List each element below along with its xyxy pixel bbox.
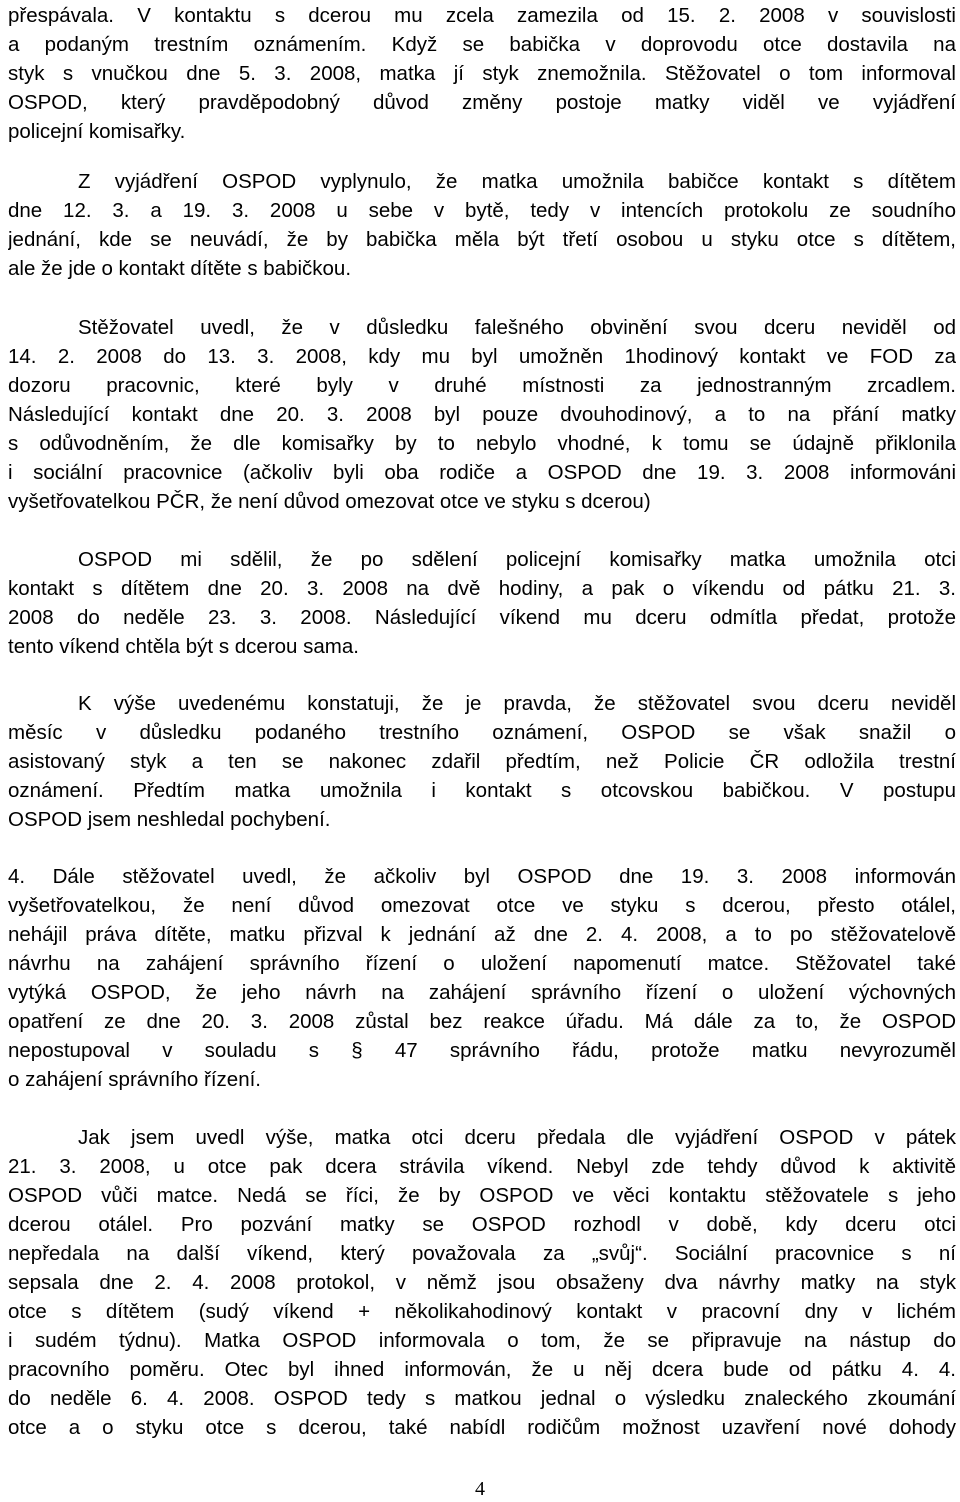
text-line: OSPOD mi sdělil, že po sdělení policejní komisařky matka umožnila otci [78, 548, 956, 571]
text-line: jednání, kde se neuvádí, že by babička měla být třetí osobou u styku otce s dítětem, [8, 228, 956, 251]
text-line: 21. 3. 2008, u otce pak dcera strávila víkend. Nebyl zde tehdy důvod k aktivitě [8, 1155, 956, 1178]
text-line: dozoru pracovnic, které byly v druhé místnosti za jednostranným zrcadlem. [8, 374, 956, 397]
text-line: Stěžovatel uvedl, že v důsledku falešného obvinění svou dceru neviděl od [78, 316, 956, 339]
text-line: ale že jde o kontakt dítěte s babičkou. [8, 257, 352, 280]
text-line: K výše uvedenému konstatuji, že je pravda, že stěžovatel svou dceru neviděl [78, 692, 956, 715]
text-line: tento víkend chtěla být s dcerou sama. [8, 635, 359, 658]
text-line: s odůvodněním, že dle komisařky by to nebylo vhodné, k tomu se údajně přiklonila [8, 432, 956, 455]
text-line: Následující kontakt dne 20. 3. 2008 byl pouze dvouhodinový, a to na přání matky [8, 403, 956, 426]
text-line: otce s dítětem (sudý víkend + několikahodinový kontakt v pracovní dny v lichém [8, 1300, 956, 1323]
page-number: 4 [475, 1478, 485, 1500]
text-line: a podaným trestním oznámením. Když se babička v doprovodu otce dostavila na [8, 33, 956, 56]
text-line: pracovního poměru. Otec byl ihned informován, že u něj dcera bude od pátku 4. 4. [8, 1358, 956, 1381]
text-line: opatření ze dne 20. 3. 2008 zůstal bez reakce úřadu. Má dále za to, že OSPOD [8, 1010, 956, 1033]
text-line: i sudém týdnu). Matka OSPOD informovala o tom, že se připravuje na nástup do [8, 1329, 956, 1352]
text-line: policejní komisařky. [8, 120, 186, 143]
text-line: Z vyjádření OSPOD vyplynulo, že matka umožnila babičce kontakt s dítětem [78, 170, 956, 193]
text-line: nehájil práva dítěte, matku přizval k jednání až dne 2. 4. 2008, a to po stěžovatelově [8, 923, 956, 946]
text-line: OSPOD, který pravděpodobný důvod změny postoje matky viděl ve vyjádření [8, 91, 956, 114]
text-line: OSPOD vůči matce. Nedá se říci, že by OSPOD ve věci kontaktu stěžovatele s jeho [8, 1184, 956, 1207]
text-line: měsíc v důsledku podaného trestního oznámení, OSPOD se však snažil o [8, 721, 956, 744]
text-line: kontakt s dítětem dne 20. 3. 2008 na dvě hodiny, a pak o víkendu od pátku 21. 3. [8, 577, 956, 600]
text-line: do neděle 6. 4. 2008. OSPOD tedy s matkou jednal o výsledku znaleckého zkoumání [8, 1387, 956, 1410]
text-line: nepostupoval v souladu s § 47 správního řádu, protože matku nevyrozuměl [8, 1039, 956, 1062]
text-line: vyšetřovatelkou PČR, že není důvod omezovat otce ve styku s dcerou) [8, 490, 651, 513]
text-line: o zahájení správního řízení. [8, 1068, 261, 1091]
text-line: přespávala. V kontaktu s dcerou mu zcela zamezila od 15. 2. 2008 v souvislosti [8, 4, 956, 27]
text-line: oznámení. Předtím matka umožnila i kontakt s otcovskou babičkou. V postupu [8, 779, 956, 802]
text-line: styk s vnučkou dne 5. 3. 2008, matka jí styk znemožnila. Stěžovatel o tom informoval [8, 62, 956, 85]
text-line: nepředala na další víkend, který považovala za „svůj“. Sociální pracovnice s ní [8, 1242, 956, 1265]
text-line: návrhu na zahájení správního řízení o uložení napomenutí matce. Stěžovatel také [8, 952, 956, 975]
text-line: vyšetřovatelkou, že není důvod omezovat otce ve styku s dcerou, přesto otálel, [8, 894, 956, 917]
text-line: asistovaný styk a ten se nakonec zdařil předtím, než Policie ČR odložila trestní [8, 750, 956, 773]
text-line: 2008 do neděle 23. 3. 2008. Následující víkend mu dceru odmítla předat, protože [8, 606, 956, 629]
text-line: vytýká OSPOD, že jeho návrh na zahájení správního řízení o uložení výchovných [8, 981, 956, 1004]
text-line: dcerou otálel. Pro pozvání matky se OSPOD rozhodl v době, kdy dceru otci [8, 1213, 956, 1236]
text-line: 4. Dále stěžovatel uvedl, že ačkoliv byl OSPOD dne 19. 3. 2008 informován [8, 865, 956, 888]
text-line: sepsala dne 2. 4. 2008 protokol, v němž jsou obsaženy dva návrhy matky na styk [8, 1271, 956, 1294]
text-line: i sociální pracovnice (ačkoliv byli oba rodiče a OSPOD dne 19. 3. 2008 informováni [8, 461, 956, 484]
text-line: Jak jsem uvedl výše, matka otci dceru předala dle vyjádření OSPOD v pátek [78, 1126, 956, 1149]
text-line: otce a o styku otce s dcerou, také nabídl rodičům možnost uzavření nové dohody [8, 1416, 956, 1439]
text-line: OSPOD jsem neshledal pochybení. [8, 808, 331, 831]
text-line: 14. 2. 2008 do 13. 3. 2008, kdy mu byl umožněn 1hodinový kontakt ve FOD za [8, 345, 956, 368]
text-line: dne 12. 3. a 19. 3. 2008 u sebe v bytě, tedy v intencích protokolu ze soudního [8, 199, 956, 222]
